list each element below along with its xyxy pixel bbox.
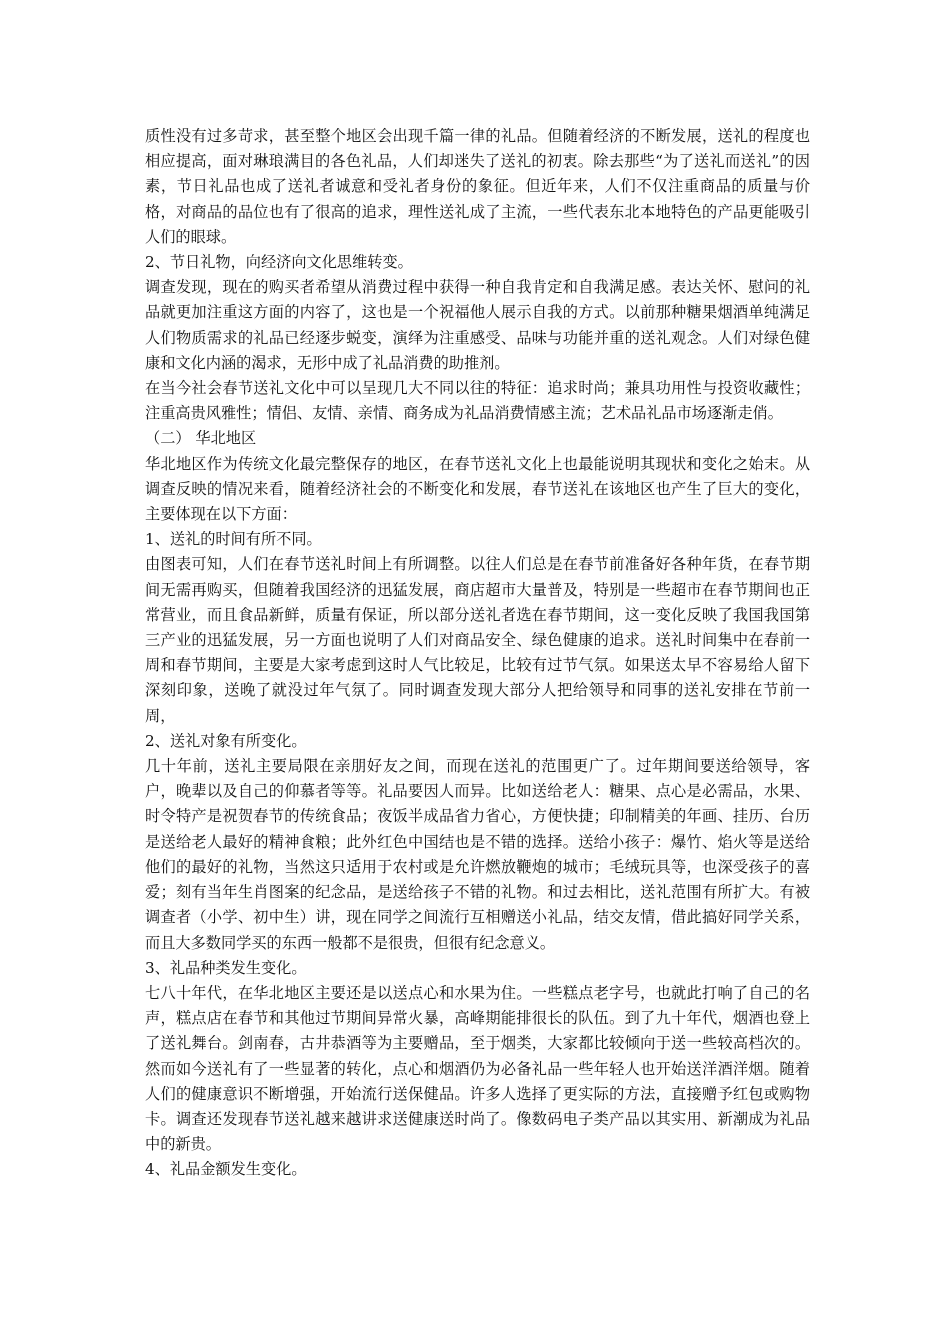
section-heading: 2、节日礼物，向经济向文化思维转变。 — [145, 253, 413, 272]
section-heading: （二） 华北地区 — [145, 429, 257, 448]
document-body — [145, 124, 810, 1183]
section-heading: 1、送礼的时间有所不同。 — [145, 530, 322, 549]
section-heading: 4、礼品金额发生变化。 — [145, 1160, 307, 1179]
paragraph-body: 华北地区作为传统文化最完整保存的地区，在春节送礼文化上也最能说明其现状和变化之始末。从调查反映的情况来看，随着经济社会的不断变化和发展，春节送礼在该地区也产生了巨大的变化，主要体现在以下方面： — [145, 454, 810, 524]
paragraph-body: 由图表可知，人们在春节送礼时间上有所调整。以往人们总是在春节前准备好各种年货，在春节期间无需再购买，但随着我国经济的迅猛发展，商店超市大量普及，特别是一些超市在春节期间也正常营业，而且食品新鲜，质量有保证，所以部分送礼者选在春节期间，这一变化反映了我国我国第三产业的迅猛发展，另一方面也说明了人们对商品安全、绿色健康的追求。送礼时间集中在春前一周和春节期间，主要是大家考虑到这时人气比较足，比较有过节气氛。如果送太早不容易给人留下深刻印象，送晚了就没过年气氛了。同时调查发现大部分人把给领导和同事的送礼安排在节前一周， — [145, 555, 810, 725]
section-heading: 2、送礼对象有所变化。 — [145, 731, 307, 750]
paragraph-body: 几十年前，送礼主要局限在亲朋好友之间，而现在送礼的范围更广了。过年期间要送给领导，客户，晚辈以及自己的仰慕者等等。礼品要因人而异。比如送给老人：糖果、点心是必需品，水果、时令特产是祝贺春节的传统食品；夜饭半成品省力省心，方便快捷；印制精美的年画、挂历、台历是送给老人最好的精神食粮；此外红色中国结也是不错的选择。送给小孩子：爆竹、焰火等是送给他们的最好的礼物，当然这只适用于农村或是允许燃放鞭炮的城市；毛绒玩具等，也深受孩子的喜爱；刻有当年生肖图案的纪念品，是送给孩子不错的礼物。和过去相比，送礼范围有所扩大。有被调查者（小学、初中生）讲，现在同学之间流行互相赠送小礼品，结交友情，借此搞好同学关系，而且大多数同学买的东西一般都不是很贵，但很有纪念意义。 — [145, 757, 810, 952]
section-heading: 3、礼品种类发生变化。 — [145, 958, 307, 977]
paragraph-body: 质性没有过多苛求，甚至整个地区会出现千篇一律的礼品。但随着经济的不断发展，送礼的程度也相应提高，面对琳琅满目的各色礼品，人们却迷失了送礼的初衷。除去那些“为了送礼而送礼”的因素，节日礼品也成了送礼者诚意和受礼者身份的象征。但近年来，人们不仅注重商品的质量与价格，对商品的品位也有了很高的追求，理性送礼成了主流，一些代表东北本地特色的产品更能吸引人们的眼球。 — [145, 127, 810, 246]
paragraph-body: 调查发现，现在的购买者希望从消费过程中获得一种自我肯定和自我满足感。表达关怀、慰问的礼品就更加注重这方面的内容了，这也是一个祝福他人展示自我的方式。以前那种糖果烟酒单纯满足人们物质需求的礼品已经逐步蜕变，演绎为注重感受、品味与功能并重的送礼观念。人们对绿色健康和文化内涵的渴求，无形中成了礼品消费的助推剂。 — [145, 278, 810, 372]
paragraph-body: 在当今社会春节送礼文化中可以呈现几大不同以往的特征：追求时尚；兼具功用性与投资收藏性；注重高贵风雅性；情侣、友情、亲情、商务成为礼品消费情感主流；艺术品礼品市场逐渐走俏。 — [145, 379, 810, 423]
paragraph-body: 七八十年代，在华北地区主要还是以送点心和水果为住。一些糕点老字号，也就此打响了自己的名声，糕点店在春节和其他过节期间异常火暴，高峰期能排很长的队伍。到了九十年代，烟酒也登上了送礼舞台。剑南春，古井恭酒等为主要赠品，至于烟类，大家都比较倾向于送一些较高档次的。然而如今送礼有了一些显著的转化，点心和烟酒仍为必备礼品一些年轻人也开始送洋酒洋烟。随着人们的健康意识不断增强，开始流行送保健品。许多人选择了更实际的方法，直接赠予红包或购物卡。调查还发现春节送礼越来越讲求送健康送时尚了。像数码电子类产品以其实用、新潮成为礼品中的新贵。 — [145, 983, 810, 1154]
